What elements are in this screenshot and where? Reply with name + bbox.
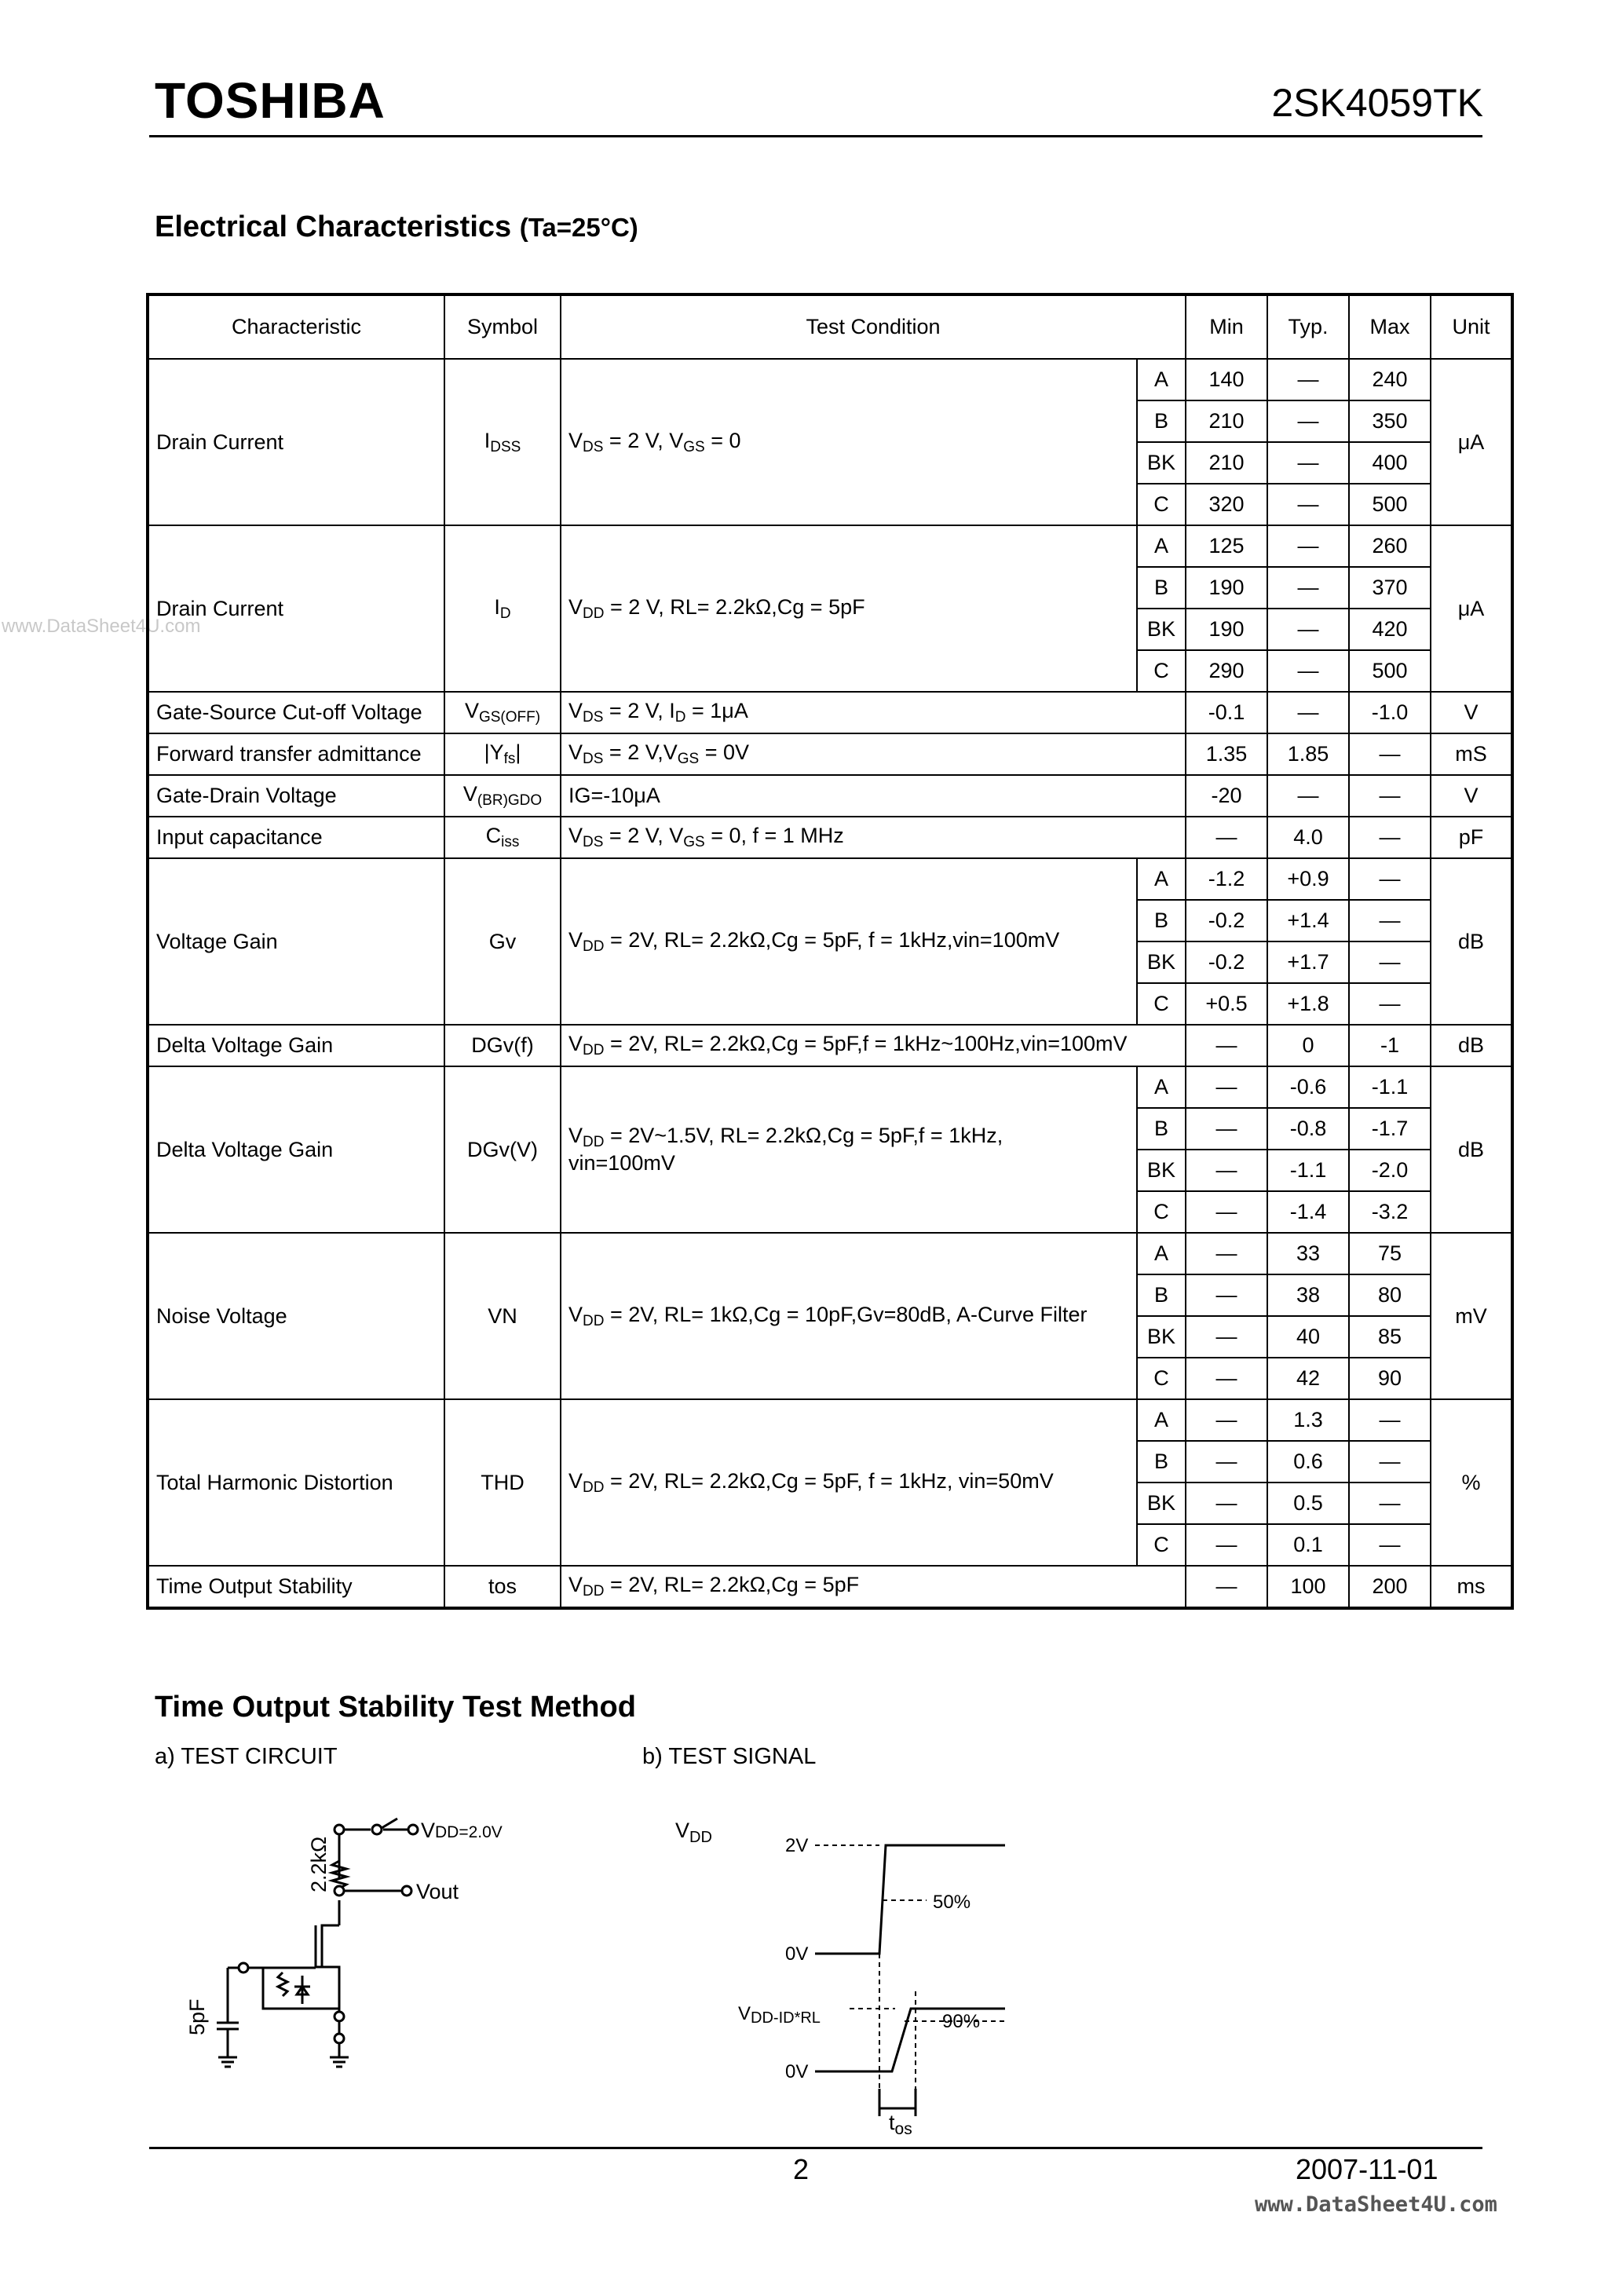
max-cell: 500 [1349, 484, 1431, 525]
watermark-left: www.DataSheet4U.com [2, 616, 201, 637]
characteristic-cell: Delta Voltage Gain [148, 1066, 444, 1233]
max-cell: 75 [1349, 1233, 1431, 1274]
characteristic-cell: Forward transfer admittance [148, 733, 444, 775]
typ-cell: +0.9 [1267, 858, 1349, 900]
max-cell: 200 [1349, 1566, 1431, 1608]
section-title-text: Electrical Characteristics [155, 210, 512, 243]
test-circuit-diagram [157, 1806, 597, 2089]
min-cell: — [1186, 1483, 1267, 1524]
typ-cell: — [1267, 609, 1349, 650]
min-cell: — [1186, 1358, 1267, 1399]
max-cell: — [1349, 1399, 1431, 1441]
characteristic-cell: Time Output Stability [148, 1566, 444, 1608]
table-row [148, 1025, 1512, 1066]
min-cell: — [1186, 1274, 1267, 1316]
rank-cell: C [1137, 1191, 1186, 1233]
test-condition-cell: $V_{DD} = 2V$, RL= 2.2kΩ,Cg = 5pF,f = 1kHz~100Hz,vin=100mV [561, 1025, 1186, 1066]
unit-cell: ms [1431, 1566, 1512, 1608]
test-condition-cell: $V_{DS} = 2$ V, $V_{GS} = 0$ [561, 359, 1137, 525]
max-cell: — [1349, 983, 1431, 1025]
level-0v-a: 0V [785, 1943, 809, 1965]
min-cell: -20 [1186, 775, 1267, 817]
typ-cell: — [1267, 400, 1349, 442]
header-rule [149, 135, 1482, 137]
symbol-cell: $I_{DSS}$ [444, 359, 561, 525]
capacitor-icon [217, 1968, 239, 2057]
max-cell: — [1349, 900, 1431, 941]
min-cell: +0.5 [1186, 983, 1267, 1025]
max-cell: — [1349, 1524, 1431, 1566]
tos-label: $t_{os}$ [889, 2111, 912, 2138]
col-test-condition: Test Condition [561, 294, 1186, 359]
typ-cell: — [1267, 525, 1349, 567]
max-cell: — [1349, 733, 1431, 775]
node-dot [239, 1963, 248, 1972]
rank-cell: A [1137, 359, 1186, 400]
min-cell: 190 [1186, 609, 1267, 650]
symbol-cell: $I_D$ [444, 525, 561, 692]
ground-icon [330, 2057, 349, 2067]
section-title [155, 212, 638, 242]
typ-cell: — [1267, 484, 1349, 525]
rank-cell: A [1137, 1066, 1186, 1108]
table-row [148, 817, 1512, 858]
rank-cell: C [1137, 1358, 1186, 1399]
min-cell: 290 [1186, 650, 1267, 692]
typ-cell: 0.5 [1267, 1483, 1349, 1524]
min-cell: — [1186, 1399, 1267, 1441]
typ-cell: — [1267, 775, 1349, 817]
node-dot [334, 2012, 344, 2021]
min-cell: 190 [1186, 567, 1267, 609]
table-row [148, 1066, 1512, 1108]
typ-cell: 4.0 [1267, 817, 1349, 858]
max-cell: 90 [1349, 1358, 1431, 1399]
max-cell: -3.2 [1349, 1191, 1431, 1233]
rank-cell: A [1137, 525, 1186, 567]
table-row [148, 692, 1512, 733]
typ-cell: 1.3 [1267, 1399, 1349, 1441]
pct-50: 50% [933, 1892, 971, 1913]
table-row [148, 1566, 1512, 1608]
characteristic-cell: Drain Current [148, 525, 444, 692]
unit-cell: pF [1431, 817, 1512, 858]
max-cell: — [1349, 775, 1431, 817]
footer-rule [149, 2147, 1482, 2149]
gate-resistor-icon [278, 1972, 287, 1996]
circuit-label: a) TEST CIRCUIT [155, 1744, 338, 1769]
min-cell: -0.2 [1186, 941, 1267, 983]
symbol-cell: VN [444, 1233, 561, 1399]
min-cell: — [1186, 1316, 1267, 1358]
watermark-footer: www.DataSheet4U.com [1255, 2192, 1497, 2217]
unit-cell: mV [1431, 1233, 1512, 1399]
rank-cell: B [1137, 400, 1186, 442]
table-row [148, 733, 1512, 775]
max-cell: 420 [1349, 609, 1431, 650]
electrical-characteristics-table [146, 293, 1514, 1610]
table-row [148, 359, 1512, 400]
rank-cell: A [1137, 1233, 1186, 1274]
min-cell: 125 [1186, 525, 1267, 567]
min-cell: -0.2 [1186, 900, 1267, 941]
unit-cell: dB [1431, 1025, 1512, 1066]
characteristic-cell: Noise Voltage [148, 1233, 444, 1399]
typ-cell: -1.1 [1267, 1150, 1349, 1191]
max-cell: -1.7 [1349, 1108, 1431, 1150]
max-cell: 350 [1349, 400, 1431, 442]
fet-body-icon [322, 1925, 339, 1967]
table-body [148, 359, 1512, 1608]
symbol-cell: DGv(f) [444, 1025, 561, 1066]
rank-cell: B [1137, 1108, 1186, 1150]
min-cell: -1.2 [1186, 858, 1267, 900]
typ-cell: — [1267, 692, 1349, 733]
col-characteristic: Characteristic [148, 294, 444, 359]
vdd-terminal-icon [408, 1825, 418, 1834]
characteristic-cell: Delta Voltage Gain [148, 1025, 444, 1066]
rank-cell: C [1137, 1524, 1186, 1566]
rank-cell: C [1137, 983, 1186, 1025]
unit-cell: V [1431, 692, 1512, 733]
col-unit: Unit [1431, 294, 1512, 359]
fet-source-wire [316, 1925, 339, 2016]
min-cell: — [1186, 1066, 1267, 1108]
min-cell: — [1186, 1191, 1267, 1233]
table-header-row [148, 294, 1512, 359]
typ-cell: — [1267, 442, 1349, 484]
typ-cell: — [1267, 359, 1349, 400]
typ-cell: 33 [1267, 1233, 1349, 1274]
toshiba-logo: TOSHIBA [155, 72, 386, 129]
unit-cell: mS [1431, 733, 1512, 775]
typ-cell: -1.4 [1267, 1191, 1349, 1233]
test-condition-cell: $V_{DD} = 2V$, RL= 2.2kΩ,Cg = 5pF, f = 1kHz, vin=50mV [561, 1399, 1137, 1566]
min-cell: — [1186, 1150, 1267, 1191]
ground-icon [218, 2057, 237, 2067]
node-dot [334, 2034, 344, 2043]
characteristic-cell: Voltage Gain [148, 858, 444, 1025]
page-number: 2 [793, 2153, 810, 2185]
max-cell: 500 [1349, 650, 1431, 692]
rank-cell: BK [1137, 1150, 1186, 1191]
min-cell: — [1186, 1441, 1267, 1483]
test-condition-cell: $V_{DD} = 2V$, RL= 1kΩ,Cg = 10pF,Gv=80dB, A-Curve Filter [561, 1233, 1137, 1399]
rank-cell: A [1137, 858, 1186, 900]
col-max: Max [1349, 294, 1431, 359]
min-cell: — [1186, 1108, 1267, 1150]
col-min: Min [1186, 294, 1267, 359]
vdd-signal-label: $V_{DD}$ [675, 1819, 712, 1846]
test-condition-cell: $V_{DS} = 2$ $V,V_{GS} = 0V$ [561, 733, 1186, 775]
typ-cell: 0.1 [1267, 1524, 1349, 1566]
rank-cell: B [1137, 567, 1186, 609]
typ-cell: +1.8 [1267, 983, 1349, 1025]
max-cell: -1 [1349, 1025, 1431, 1066]
rank-cell: A [1137, 1399, 1186, 1441]
min-cell: — [1186, 817, 1267, 858]
test-condition-cell: $V_{DS} = 2$ V, $I_D = 1\mu A$ [561, 692, 1186, 733]
symbol-cell: $C_{iss}$ [444, 817, 561, 858]
section-condition: (Ta=25°C) [519, 213, 638, 242]
test-condition-cell: $V_{DS} = 2$ V, $V_{GS} = 0$, f = 1 MHz [561, 817, 1186, 858]
min-cell: — [1186, 1566, 1267, 1608]
test-condition-cell: $V_{DD} = 2V$, RL= 2.2kΩ,Cg = 5pF, f = 1kHz,vin=100mV [561, 858, 1137, 1025]
typ-cell: +1.7 [1267, 941, 1349, 983]
max-cell: — [1349, 1483, 1431, 1524]
rank-cell: B [1137, 900, 1186, 941]
unit-cell: μA [1431, 525, 1512, 692]
max-cell: -2.0 [1349, 1150, 1431, 1191]
typ-cell: 1.85 [1267, 733, 1349, 775]
switch-contact-icon [372, 1825, 382, 1834]
rank-cell: BK [1137, 609, 1186, 650]
tos-markers [879, 2089, 916, 2116]
typ-cell: -0.8 [1267, 1108, 1349, 1150]
vdd-label: VDD=2.0V [421, 1819, 503, 1842]
unit-cell: dB [1431, 858, 1512, 1025]
characteristic-cell: Drain Current [148, 359, 444, 525]
typ-cell: +1.4 [1267, 900, 1349, 941]
max-cell: -1.0 [1349, 692, 1431, 733]
typ-cell: 100 [1267, 1566, 1349, 1608]
typ-cell: — [1267, 650, 1349, 692]
rank-cell: C [1137, 650, 1186, 692]
level-2v: 2V [785, 1835, 809, 1856]
max-cell: 240 [1349, 359, 1431, 400]
max-cell: — [1349, 858, 1431, 900]
characteristic-cell: Total Harmonic Distortion [148, 1399, 444, 1566]
table-row [148, 1399, 1512, 1441]
test-condition-cell: $V_{DD}$ = 2V~1.5V, RL= 2.2kΩ,Cg = 5pF,f = 1kHz, vin=100mV [561, 1066, 1137, 1233]
test-signal-diagram [660, 1806, 1052, 2152]
typ-cell: 38 [1267, 1274, 1349, 1316]
min-cell: — [1186, 1025, 1267, 1066]
characteristic-cell: Input capacitance [148, 817, 444, 858]
symbol-cell: DGv(V) [444, 1066, 561, 1233]
rank-cell: C [1137, 484, 1186, 525]
vout-label: Vout [416, 1880, 459, 1903]
symbol-cell: $|Y_{fs}|$ [444, 733, 561, 775]
resistor-label: 2.2kΩ [307, 1836, 331, 1892]
max-cell: — [1349, 1441, 1431, 1483]
table-row [148, 1233, 1512, 1274]
vdd-drop-label: VDD-ID*RL [738, 2003, 821, 2027]
unit-cell: V [1431, 775, 1512, 817]
footer-date: 2007-11-01 [1296, 2153, 1438, 2185]
part-number: 2SK4059TK [1271, 81, 1483, 125]
max-cell: — [1349, 941, 1431, 983]
gate-diode-icon [294, 1976, 310, 2004]
capacitor-label: 5pF [185, 1998, 209, 2035]
table-row [148, 775, 1512, 817]
unit-cell: dB [1431, 1066, 1512, 1233]
max-cell: 80 [1349, 1274, 1431, 1316]
rank-cell: BK [1137, 1483, 1186, 1524]
characteristic-cell: Gate-Drain Voltage [148, 775, 444, 817]
typ-cell: — [1267, 567, 1349, 609]
rank-cell: BK [1137, 1316, 1186, 1358]
symbol-cell: Gv [444, 858, 561, 1025]
stability-title: Time Output Stability Test Method [155, 1691, 636, 1724]
signal-label: b) TEST SIGNAL [642, 1744, 817, 1769]
rank-cell: B [1137, 1441, 1186, 1483]
test-condition-cell: $V_{DD} = 2$ V, RL= 2.2kΩ,Cg = 5pF [561, 525, 1137, 692]
typ-cell: 0.6 [1267, 1441, 1349, 1483]
table-row [148, 858, 1512, 900]
unit-cell: % [1431, 1399, 1512, 1566]
min-cell: 140 [1186, 359, 1267, 400]
rank-cell: BK [1137, 941, 1186, 983]
node-dot [334, 1825, 344, 1834]
level-0v-b: 0V [785, 2061, 809, 2082]
min-cell: 320 [1186, 484, 1267, 525]
typ-cell: -0.6 [1267, 1066, 1349, 1108]
max-cell: — [1349, 817, 1431, 858]
characteristic-cell: Gate-Source Cut-off Voltage [148, 692, 444, 733]
min-cell: -0.1 [1186, 692, 1267, 733]
max-cell: 260 [1349, 525, 1431, 567]
typ-cell: 40 [1267, 1316, 1349, 1358]
rank-cell: BK [1137, 442, 1186, 484]
unit-cell: μA [1431, 359, 1512, 525]
max-cell: 370 [1349, 567, 1431, 609]
min-cell: — [1186, 1524, 1267, 1566]
max-cell: -1.1 [1349, 1066, 1431, 1108]
typ-cell: 42 [1267, 1358, 1349, 1399]
max-cell: 400 [1349, 442, 1431, 484]
symbol-cell: $V_{GS(OFF)}$ [444, 692, 561, 733]
min-cell: — [1186, 1233, 1267, 1274]
col-symbol: Symbol [444, 294, 561, 359]
min-cell: 210 [1186, 442, 1267, 484]
symbol-cell: tos [444, 1566, 561, 1608]
min-cell: 210 [1186, 400, 1267, 442]
symbol-cell: $V_{(BR)GDO}$ [444, 775, 561, 817]
symbol-cell: THD [444, 1399, 561, 1566]
pct-90: 90% [942, 2011, 981, 2032]
max-cell: 85 [1349, 1316, 1431, 1358]
rank-cell: B [1137, 1274, 1186, 1316]
col-typ: Typ. [1267, 294, 1349, 359]
table-row [148, 525, 1512, 567]
test-condition-cell: IG=-10μA [561, 775, 1186, 817]
typ-cell: 0 [1267, 1025, 1349, 1066]
vout-terminal-icon [402, 1886, 411, 1896]
test-condition-cell: $V_{DD} = 2V$, RL= 2.2kΩ,Cg = 5pF [561, 1566, 1186, 1608]
node-dot [334, 1886, 344, 1896]
min-cell: 1.35 [1186, 733, 1267, 775]
